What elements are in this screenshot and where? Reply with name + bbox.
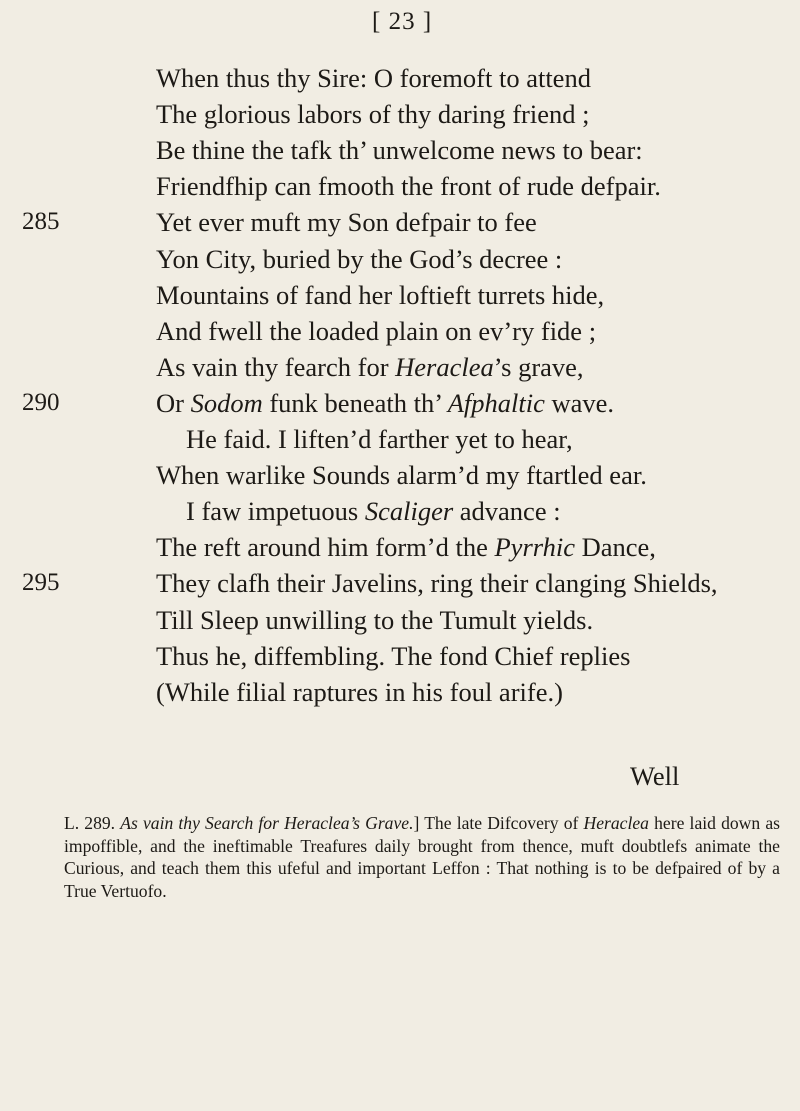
verse-fragment: funk beneath th’: [262, 387, 448, 418]
verse-text: [156, 674, 563, 710]
footnote-divider: [34, 800, 774, 801]
footnote-quote: As vain thy Search for Heraclea’s Grave.: [120, 813, 414, 833]
verse-text: [156, 277, 604, 313]
verse-fragment: Mountains of fand her loftieft turrets hide,: [156, 279, 605, 310]
italic-word: Sodom: [190, 387, 263, 418]
verse-text: [156, 602, 593, 638]
verse-fragment: When thus thy Sire: O foremoft to attend: [156, 63, 591, 93]
verse-fragment: Friendfhip can fmooth the front of rude defpair.: [156, 171, 661, 202]
verse-fragment: Till Sleep unwilling to the Tumult yields.: [156, 604, 594, 635]
verse-text: [156, 168, 661, 204]
verse-fragment: ’s grave,: [493, 351, 584, 382]
verse-fragment: The reft around him form’d the: [156, 532, 495, 563]
verse-fragment: The glorious labors of thy daring friend ;: [156, 99, 590, 130]
verse-text: [186, 421, 573, 457]
verse-text: [156, 349, 584, 385]
verse-fragment: Dance,: [574, 532, 656, 563]
verse-fragment: Be thine the tafk th’ unwelcome news to bear:: [156, 135, 643, 166]
page-number: [ 23 ]: [372, 8, 433, 35]
italic-word: Afphaltic: [447, 387, 545, 418]
verse-text: [156, 204, 537, 240]
line-number: 285: [22, 208, 60, 236]
footnote-place: Heraclea: [583, 813, 649, 833]
verse-fragment: He faid. I liften’d farther yet to hear,: [186, 424, 573, 454]
verse-text: [156, 241, 562, 277]
verse-fragment: (While filial raptures in his foul arife.): [156, 676, 563, 707]
footnote-text-after: here laid down as impoffible, and the ineftimable Treafures daily brought from thence, muft doubtlefs animate the Curious, and teach them this ufeful and important Leffon : That nothing is to be defpaired of by a True Vertuofo.: [64, 813, 780, 901]
verse-text: [156, 457, 647, 493]
verse-text: [156, 60, 591, 96]
line-number: 290: [22, 388, 60, 416]
italic-word: Pyrrhic: [494, 532, 575, 563]
verse-text: [156, 529, 656, 565]
verse-fragment: They clafh their Javelins, ring their clanging Shields,: [156, 568, 718, 599]
verse-fragment: Yon City, buried by the God’s decree :: [156, 243, 563, 274]
verse-fragment: I faw impetuous: [186, 496, 365, 527]
footnote: [64, 812, 780, 902]
verse-fragment: wave.: [544, 387, 615, 418]
verse-fragment: Thus he, diffembling. The fond Chief replies: [156, 640, 631, 671]
verse-text: [156, 385, 614, 421]
verse-text: [156, 638, 630, 674]
verse-fragment: Yet ever muft my Son defpair to fee: [156, 207, 537, 238]
verse-text: [156, 313, 596, 349]
footnote-text-before: The late Difcovery of: [419, 813, 584, 833]
verse-fragment: And fwell the loaded plain on ev’ry fide ;: [156, 315, 597, 346]
verse-fragment: When warlike Sounds alarm’d my ftartled ear.: [156, 460, 647, 491]
verse-fragment: advance :: [453, 496, 561, 527]
italic-word: Heraclea: [395, 351, 494, 382]
footnote-label: L. 289.: [64, 813, 121, 833]
italic-word: Scaliger: [364, 496, 454, 527]
footnote-bracket: ]: [413, 813, 420, 833]
verse-text: [156, 132, 643, 168]
catchword: Well: [630, 761, 680, 791]
verse-fragment: Or: [156, 387, 191, 418]
verse-text: [156, 96, 589, 132]
verse-fragment: As vain thy fearch for: [156, 351, 396, 382]
verse-text: [156, 565, 718, 601]
verse-text: [186, 493, 561, 529]
line-number: 295: [22, 569, 60, 597]
